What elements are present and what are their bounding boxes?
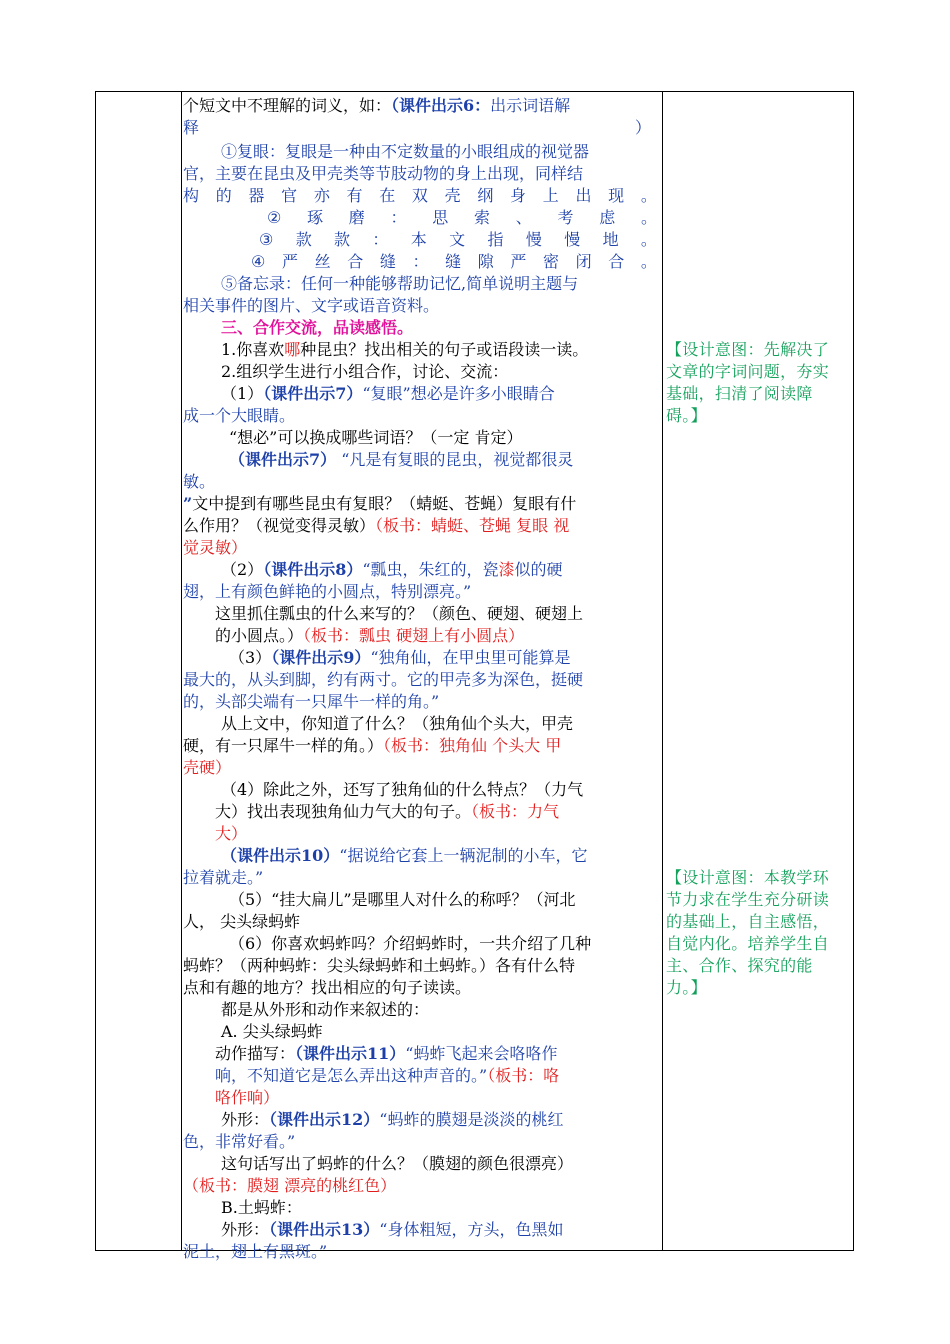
text-char: 纲 bbox=[477, 186, 494, 205]
text-run: “据说给它套上一辆泥制的小车，它 bbox=[339, 846, 588, 865]
text-char: 合 bbox=[608, 252, 625, 271]
text-line bbox=[183, 1131, 661, 1153]
text-run: 敏。 bbox=[183, 472, 216, 491]
text-line bbox=[183, 361, 661, 383]
text-line bbox=[183, 1065, 661, 1087]
text-line bbox=[183, 977, 661, 999]
text-line bbox=[183, 955, 661, 977]
text-line bbox=[183, 163, 661, 185]
text-run: （板书：瓢虫 硬翅上有小圆点） bbox=[303, 626, 525, 645]
design-intent-note-line: 的基础上，自主感悟， bbox=[666, 912, 830, 931]
text-run: 这里抓住瓢虫的什么来写的？（颜色、硬翅、硬翅上 bbox=[215, 604, 584, 623]
text-char: 。 bbox=[640, 186, 657, 205]
text-line bbox=[183, 1153, 661, 1175]
text-line bbox=[183, 449, 661, 471]
text-char: 慢 bbox=[564, 230, 581, 249]
text-line bbox=[183, 559, 661, 581]
text-char: ： bbox=[412, 252, 429, 271]
text-run: （课件出示9） bbox=[271, 648, 371, 667]
text-run: “身体粗短，方头，色黑如 bbox=[379, 1220, 564, 1239]
text-run: 翅，上有颜色鲜艳的小圆点，特别漂亮。” bbox=[183, 582, 472, 601]
text-char: ② bbox=[267, 208, 282, 227]
text-run: 最大的，从头到脚，约有两寸。它的甲壳多为深色，挺硬 bbox=[183, 670, 584, 689]
text-run: 2.组织学生进行小组合作，讨论、交流： bbox=[221, 362, 509, 381]
text-line bbox=[183, 295, 661, 317]
text-run: （3） bbox=[229, 648, 272, 667]
text-char: 双 bbox=[411, 186, 428, 205]
text-line bbox=[183, 603, 661, 625]
text-line bbox=[183, 405, 661, 427]
text-run: 三、合作交流，品读感悟。 bbox=[221, 318, 414, 337]
text-run: ⑤备忘录：任何一种能够帮助记忆,简单说明主题与 bbox=[221, 274, 579, 293]
text-run: 拉着就走。” bbox=[183, 868, 264, 887]
text-run: 外形： bbox=[221, 1220, 270, 1239]
text-run: “蚂蚱的膜翅是淡淡的桃红 bbox=[379, 1110, 564, 1129]
text-char: 的 bbox=[215, 186, 232, 205]
text-run: 的，头部尖端有一只犀牛一样的角。” bbox=[183, 692, 440, 711]
closing-paren: ） bbox=[634, 118, 651, 137]
text-line bbox=[183, 229, 661, 251]
text-line bbox=[183, 185, 661, 207]
text-run: “复眼”想必是许多小眼睛合 bbox=[362, 384, 555, 403]
text-run: （4）除此之外，还写了独角仙的什么特点？（力气 bbox=[221, 780, 584, 799]
text-char: ③ bbox=[259, 230, 274, 249]
text-run: 点和有趣的地方？找出相应的句子读读。 bbox=[183, 978, 472, 997]
design-intent-note-line: 文章的字词问题，夯实 bbox=[666, 362, 830, 381]
text-line bbox=[183, 801, 661, 823]
text-line bbox=[183, 537, 661, 559]
text-char: 缝 bbox=[445, 252, 462, 271]
text-run: 都是从外形和动作来叙述的： bbox=[221, 1000, 430, 1019]
text-run: 文中提到有哪些昆虫有复眼？（蜻蜓、苍蝇）复眼有什 bbox=[192, 494, 577, 513]
text-run: 人， 尖头绿蚂蚱 bbox=[183, 912, 301, 931]
text-char: 琢 bbox=[307, 208, 324, 227]
text-run: 个短文中不理解的词义，如： bbox=[183, 96, 392, 115]
text-run: 成一个大眼睛。 bbox=[183, 406, 296, 425]
text-line bbox=[183, 339, 661, 361]
design-intent-note-line: 力。】 bbox=[666, 978, 707, 997]
text-run: （板书：咯 bbox=[487, 1066, 560, 1085]
text-char: 在 bbox=[379, 186, 396, 205]
text-char: 壳 bbox=[444, 186, 461, 205]
text-line bbox=[183, 647, 661, 669]
text-run: 释 bbox=[183, 118, 200, 137]
text-char: 丝 bbox=[314, 252, 331, 271]
text-run: （板书：蜻蜓、苍蝇 复眼 视 bbox=[375, 516, 570, 535]
design-intent-note-line: 【设计意图：先解决了 bbox=[666, 340, 830, 359]
text-run: “蚂蚱飞起来会咯咯作 bbox=[405, 1044, 558, 1063]
text-run: 壳硬） bbox=[183, 758, 232, 777]
text-run: A. 尖头绿蚂蚱 bbox=[221, 1022, 323, 1041]
text-run: “独角仙，在甲虫里可能算是 bbox=[370, 648, 571, 667]
text-run: （2） bbox=[221, 560, 264, 579]
text-line bbox=[183, 625, 661, 647]
text-run: 官，主要在昆虫及甲壳类等节肢动物的身上出现，同样结 bbox=[183, 164, 584, 183]
text-char: 索 bbox=[474, 208, 491, 227]
text-line bbox=[183, 1043, 661, 1065]
text-run: 硬，有一只犀牛一样的角。） bbox=[183, 736, 384, 755]
text-line bbox=[183, 273, 661, 295]
text-run: 泥土，翅上有黑斑。” bbox=[183, 1242, 328, 1261]
text-run: 相关事件的图片、文字或语音资料。 bbox=[183, 296, 440, 315]
text-run: 咯作响） bbox=[215, 1088, 280, 1107]
text-run: 么作用？（视觉变得灵敏） bbox=[183, 516, 376, 535]
text-line bbox=[183, 1021, 661, 1043]
text-run: 外形： bbox=[221, 1110, 270, 1129]
text-char: 缝 bbox=[379, 252, 396, 271]
text-line bbox=[183, 1175, 661, 1197]
text-run: 大） bbox=[215, 824, 248, 843]
text-char: 虑 bbox=[599, 208, 616, 227]
text-line bbox=[183, 1109, 661, 1131]
text-run: “想必”可以换成哪些词语？（一定 肯定） bbox=[229, 428, 523, 447]
text-char: 。 bbox=[640, 208, 657, 227]
text-run: 大）找出表现独角仙力气大的句子。 bbox=[215, 802, 472, 821]
text-run: 哪 bbox=[284, 340, 301, 359]
text-run: （课件出示11） bbox=[295, 1044, 406, 1063]
text-char: 。 bbox=[640, 252, 657, 271]
text-line bbox=[183, 669, 661, 691]
text-run: （课件出示7） bbox=[229, 450, 337, 469]
text-char: 官 bbox=[281, 186, 298, 205]
text-char: 合 bbox=[347, 252, 364, 271]
text-char: 款 bbox=[334, 230, 351, 249]
text-char: 。 bbox=[640, 230, 657, 249]
text-run: ” bbox=[183, 494, 193, 513]
text-char: 现 bbox=[608, 186, 625, 205]
text-run: 出示词语解 bbox=[490, 96, 571, 115]
text-line bbox=[183, 735, 661, 757]
text-char: 、 bbox=[515, 208, 532, 227]
text-char: 指 bbox=[487, 230, 504, 249]
text-run: （板书：独角仙 个头大 甲 bbox=[383, 736, 562, 755]
text-char: 慢 bbox=[525, 230, 542, 249]
text-run: （课件出示13） bbox=[269, 1220, 380, 1239]
text-char: ： bbox=[372, 230, 389, 249]
text-char: 器 bbox=[248, 186, 265, 205]
design-intent-note-line: 碍。】 bbox=[666, 406, 707, 425]
text-run: （6）你喜欢蚂蚱吗？介绍蚂蚱时，一共介绍了几种 bbox=[229, 934, 592, 953]
text-line bbox=[183, 999, 661, 1021]
text-run: 似的硬 bbox=[514, 560, 563, 579]
text-run: 色，非常好看。” bbox=[183, 1132, 296, 1151]
text-char: 考 bbox=[557, 208, 574, 227]
text-run: 响，不知道它是怎么弄出这种声音的。” bbox=[215, 1066, 488, 1085]
text-run: （板书：力气 bbox=[471, 802, 560, 821]
text-run: 这句话写出了蚂蚱的什么？（膜翅的颜色很漂亮） bbox=[221, 1154, 574, 1173]
text-char: ： bbox=[390, 208, 407, 227]
text-char: 文 bbox=[449, 230, 466, 249]
text-char: 出 bbox=[575, 186, 592, 205]
text-char: 身 bbox=[510, 186, 527, 205]
design-intent-note-line: 自觉内化。培养学生自 bbox=[666, 934, 830, 953]
text-char: 本 bbox=[410, 230, 427, 249]
text-line bbox=[183, 251, 661, 273]
text-line bbox=[183, 1197, 661, 1219]
text-line bbox=[183, 1241, 661, 1263]
text-line bbox=[183, 383, 661, 405]
text-run: 从上文中，你知道了什么？（独角仙个头大，甲壳 bbox=[221, 714, 574, 733]
text-line bbox=[183, 471, 661, 493]
text-line bbox=[183, 889, 661, 911]
text-char: ④ bbox=[251, 252, 266, 271]
text-char: 上 bbox=[542, 186, 559, 205]
text-line bbox=[183, 427, 661, 449]
text-run: （课件出示12） bbox=[269, 1110, 380, 1129]
text-char: 磨 bbox=[348, 208, 365, 227]
text-run: 蚂蚱？（两种蚂蚱：尖头绿蚂蚱和土蚂蚱。）各有什么特 bbox=[183, 956, 576, 975]
text-char: 隙 bbox=[477, 252, 494, 271]
text-line bbox=[183, 317, 661, 339]
text-char: 闭 bbox=[575, 252, 592, 271]
text-char: 亦 bbox=[313, 186, 330, 205]
text-line bbox=[183, 911, 661, 933]
text-line bbox=[183, 117, 661, 139]
text-char: 思 bbox=[432, 208, 449, 227]
text-run: 动作描写： bbox=[215, 1044, 296, 1063]
text-char: 有 bbox=[346, 186, 363, 205]
text-line bbox=[183, 581, 661, 603]
lesson-plan-table bbox=[95, 91, 854, 1261]
text-run: ①复眼：复眼是一种由不定数量的小眼组成的视觉器 bbox=[221, 142, 590, 161]
text-line bbox=[183, 1087, 661, 1109]
text-line bbox=[183, 207, 661, 229]
text-line bbox=[183, 493, 661, 515]
text-line bbox=[183, 713, 661, 735]
text-line bbox=[183, 779, 661, 801]
text-char: 严 bbox=[281, 252, 298, 271]
text-line bbox=[183, 823, 661, 845]
design-intent-note-line: 基础，扫清了阅读障 bbox=[666, 384, 813, 403]
text-run: （1） bbox=[221, 384, 264, 403]
text-run: 的小圆点。） bbox=[215, 626, 304, 645]
text-line bbox=[183, 95, 661, 117]
text-line bbox=[183, 933, 661, 955]
text-run: 觉灵敏） bbox=[183, 538, 248, 557]
text-char: 密 bbox=[542, 252, 559, 271]
text-run: （课件出示8） bbox=[263, 560, 363, 579]
text-line bbox=[183, 691, 661, 713]
text-run: “凡是有复眼的昆虫，视觉都很灵 bbox=[336, 450, 574, 469]
text-char: 构 bbox=[183, 186, 200, 205]
text-char: 严 bbox=[510, 252, 527, 271]
text-run: （课件出示10） bbox=[221, 846, 340, 865]
text-run: （课件出示6： bbox=[391, 96, 491, 115]
text-line bbox=[183, 867, 661, 889]
text-run: 种昆虫？找出相关的句子或语段读一读。 bbox=[300, 340, 589, 359]
text-run: 漆 bbox=[498, 560, 515, 579]
text-line bbox=[183, 515, 661, 537]
text-line bbox=[183, 141, 661, 163]
text-run: （课件出示7） bbox=[263, 384, 363, 403]
text-line bbox=[183, 1219, 661, 1241]
column-divider-left bbox=[181, 92, 182, 1250]
text-char: 地 bbox=[602, 230, 619, 249]
text-run: B.土蚂蚱： bbox=[221, 1198, 302, 1217]
design-intent-note-line: 主、合作、探究的能 bbox=[666, 956, 813, 975]
text-run: 1.你喜欢 bbox=[221, 340, 285, 359]
text-char: 款 bbox=[295, 230, 312, 249]
text-line bbox=[183, 757, 661, 779]
text-run: （板书：膜翅 漂亮的桃红色） bbox=[183, 1176, 397, 1195]
text-run: “瓢虫，朱红的，瓷 bbox=[362, 560, 499, 579]
column-divider-right bbox=[662, 92, 663, 1250]
design-intent-note-line: 节力求在学生充分研读 bbox=[666, 890, 830, 909]
text-line bbox=[183, 845, 661, 867]
design-intent-note-line: 【设计意图：本教学环 bbox=[666, 868, 830, 887]
text-run: （5）“挂大扁儿”是哪里人对什么的称呼？（河北 bbox=[229, 890, 576, 909]
